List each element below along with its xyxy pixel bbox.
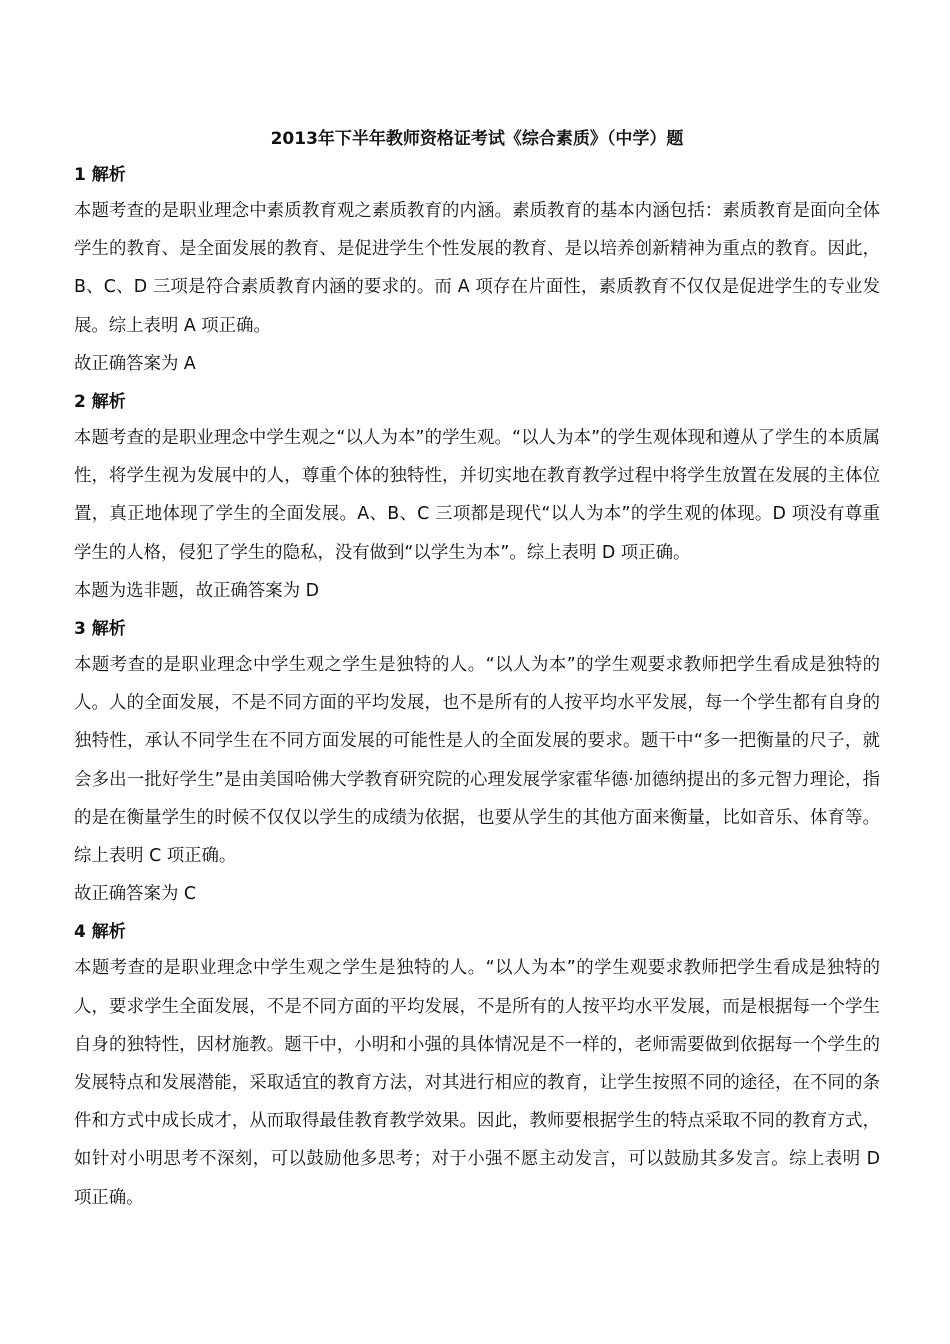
question-3-section (74, 614, 880, 913)
question-1-heading: 1 解析 (74, 165, 126, 185)
document-title: 2013年下半年教师资格证考试《综合素质》（中学）题 (270, 129, 684, 149)
question-3-heading: 3 解析 (74, 619, 126, 640)
question-3-explanation: 本题考查的是职业理念中学生观之学生是独特的人。“以人为本”的学生观要求教师把学生看成是独特的人。人的全面发展，不是不同方面的平均发展，也不是所有的人按平均水平发展，每一个学生都有自身的独特性，承认不同学生在不同方面发展的可能性是人的全面发展的要求。题干中“多一把衡量的尺子，就会多出一批好学生”是由美国哈佛大学教育研究院的心理发展学家霍华德·加德纳提出的多元智力理论，指的是在衡量学生的时候不仅仅以学生的成绩为依据，也要从学生的其他方面来衡量，比如音乐、体育等。综上表明 C 项正确。 (74, 655, 880, 867)
question-1-answer: 故正确答案为 A (74, 353, 196, 374)
question-3-answer: 故正确答案为 C (74, 884, 197, 905)
question-1-section (74, 160, 880, 383)
question-2-explanation: 本题考查的是职业理念中学生观之“以人为本”的学生观。“以人为本”的学生观体现和遵从了学生的本质属性，将学生视为发展中的人，尊重个体的独特性，并切实地在教育教学过程中将学生放置在发展的主体位置，真正地体现了学生的全面发展。A、B、C 三项都是现代“以人为本”的学生观的体现。D 项没有尊重学生的人格，侵犯了学生的隐私，没有做到“以学生为本”。综上表明 D 项正确。 (74, 428, 880, 563)
document-page (74, 124, 880, 1217)
question-2-heading: 2 解析 (74, 392, 126, 413)
question-2-section (74, 387, 880, 610)
question-2-answer: 本题为选非题，故正确答案为 D (74, 580, 319, 601)
question-4-explanation: 本题考查的是职业理念中学生观之学生是独特的人。“以人为本”的学生观要求教师把学生看成是独特的人，要求学生全面发展，不是不同方面的平均发展，不是所有的人按平均水平发展，而是根据每一个学生自身的独特性，因材施教。题干中，小明和小强的具体情况是不一样的，老师需要做到依据每一个学生的发展特点和发展潜能，采取适宜的教育方法，对其进行相应的教育，让学生按照不同的途径，在不同的条件和方式中成长成才，从而取得最佳教育教学效果。因此，教师要根据学生的特点采取不同的教育方式，如针对小明思考不深刻，可以鼓励他多思考；对于小强不愿主动发言，可以鼓励其多发言。综上表明 D 项正确。 (74, 958, 880, 1208)
question-4-heading: 4 解析 (74, 922, 126, 943)
question-4-section (74, 917, 880, 1216)
question-1-explanation: 本题考查的是职业理念中素质教育观之素质教育的内涵。素质教育的基本内涵包括：素质教育是面向全体学生的教育、是全面发展的教育、是促进学生个性发展的教育、是以培养创新精神为重点的教育。因此，B、C、D 三项是符合素质教育内涵的要求的。而 A 项存在片面性，素质教育不仅仅是促进学生的专业发展。综上表明 A 项正确。 (74, 201, 880, 336)
